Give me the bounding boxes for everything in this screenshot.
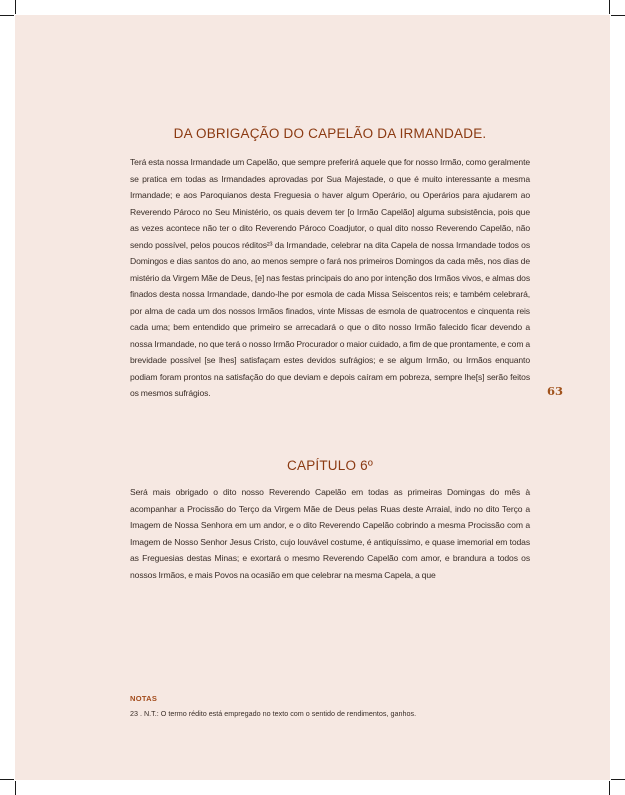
- footnote: 23 . N.T.: O termo rédito está empregado no texto com o sentido de rendimentos, ganhos.: [130, 709, 417, 718]
- page-number: 63: [547, 384, 564, 398]
- crop-mark-left-top: [0, 15, 14, 16]
- crop-mark-right-bottom: [611, 779, 625, 780]
- chapter-body: [130, 484, 530, 583]
- section-body: [130, 154, 530, 402]
- crop-mark-bottom-left: [15, 781, 16, 795]
- notes-label: NOTAS: [130, 694, 158, 703]
- crop-mark-left-bottom: [0, 779, 14, 780]
- section-title: DA OBRIGAÇÃO DO CAPELÃO DA IRMANDADE.: [173, 126, 487, 141]
- crop-mark-top-right: [609, 0, 610, 14]
- chapter-paragraph: Será mais obrigado o dito nosso Reverendo Capelão em todas as primeiras Domingas do mês à acompanhar a Procissão do Terço da Virgem Mãe de Deus pelas Ruas deste Arraial, indo no dito Terço a Imagem de Nossa Senhora em um andor, e o dito Reverendo Capelão cobrindo a mesma Procissão com a Imagem de Nosso Senhor Jesus Cristo, cujo louvável costume, é antiquíssimo, e quase imemorial em todas as Freguesias destas Minas; e exortará o mesmo Reverendo Capelão com amor, e brandura a todos os nossos Irmãos, e mais Povos na ocasião em que celebrar na mesma Capela, a que: [130, 487, 530, 580]
- crop-mark-top-left: [15, 0, 16, 14]
- body-paragraph: Terá esta nossa Irmandade um Capelão, que sempre preferirá aquele que for nosso Irmão, como geralmente se pratica em todas as Irmandades aprovadas por Sua Majestade, o que é muito interessante a mesma Irmandade; e aos Paroquianos desta Freguesia o haver algum Operário, ou Operários para ajudarem ao Reverendo Pároco no Seu Ministério, os quais devem ter [o Irmão Capelão] alguma subsistência, pois que as vezes acontece não ter o dito Reverendo Pároco Coadjutor, o qual dito nosso Reverendo Capelão, não sendo possível, pelos poucos réditos²³ da Irmandade, celebrar na dita Capela de nossa Irmandade todos os Domingos e dias santos do ano, ao menos sempre o fará nos primeiros Domingos da cada mês, nos dias de mistério da Virgem Mãe de Deus, [e] nas festas principais do ano por intenção dos Irmãos vivos, e almas dos finados desta nossa Irmandade, dando-lhe por esmola de cada Missa Seiscentos reis; e também celebrará, por alma de cada um dos nossos Irmãos finados, vinte Missas de esmola de quatrocentos e cinquenta reis cada uma; bem entendido que primeiro se arrecadará o que o dito nosso Irmão falecido ficar devendo a nossa Irmandade, no que terá o nosso Irmão Procurador o maior cuidado, a fim de que prontamente, e com a brevidade possível [se lhes] satisfaçam estes devidos sufrágios; e se algum Irmão, ou Irmãos enquanto podiam foram prontos na satisfação do que deviam e depois caíram em pobreza, sempre lhe[s] serão feitos os mesmos sufrágios.: [130, 157, 530, 398]
- chapter-title: CAPÍTULO 6º: [287, 458, 373, 473]
- crop-mark-right-top: [611, 15, 625, 16]
- crop-mark-bottom-right: [609, 781, 610, 795]
